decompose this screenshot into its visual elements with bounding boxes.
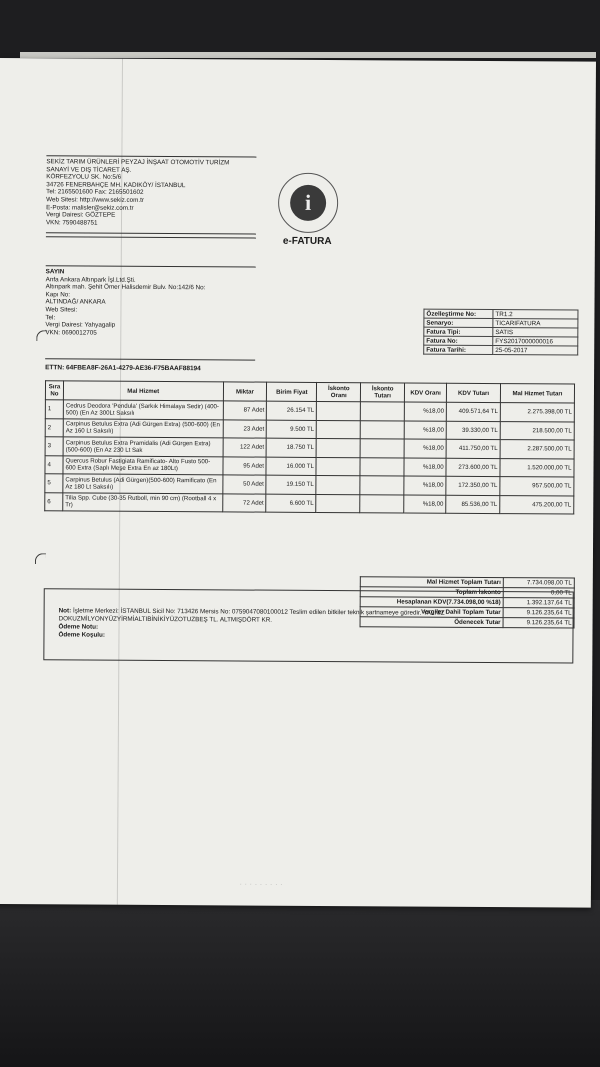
cell-disc-amt	[360, 476, 404, 495]
notes-content	[58, 607, 558, 642]
cell-qty: 95 Adet	[222, 456, 266, 475]
seller-line: VKN: 7590488751	[45, 219, 98, 227]
gib-logo-letter: i	[290, 185, 326, 221]
buyer-line: Web Sitesi:	[45, 306, 78, 314]
cell-disc-amt	[360, 457, 404, 476]
cell-qty: 122 Adet	[223, 438, 267, 457]
meta-row	[424, 345, 578, 355]
cell-disc-amt	[360, 420, 404, 439]
cell-amount: 1.520.000,00 TL	[500, 458, 574, 477]
buyer-line: Vergi Dairesi: Yahyagalip	[45, 321, 116, 329]
totals-key: Vergiler Dahil Toplam Tutar	[360, 607, 503, 618]
cell-desc: Carpinus Betulus (Adi Gürgen)(500-600) Ramificato (En Az 180 Lt Saksılı)	[63, 474, 223, 493]
col-header-item: Mal Hizmet	[63, 381, 223, 401]
seller-line: SEKİZ TARIM ÜRÜNLERİ PEYZAJ İNŞAAT OTOMOTİV TURİZM	[46, 158, 230, 167]
cell-price: 26.154 TL	[267, 401, 317, 420]
seller-top-rule	[46, 155, 256, 157]
totals-key: Ödenecek Tutar	[360, 617, 503, 628]
col-header-no: Sıra No	[45, 381, 63, 400]
col-header-disc-amt: İskonto Tutarı	[361, 383, 405, 402]
totals-value: 9.126.235,64 TL	[503, 608, 574, 618]
cell-vat-amt: 39.330,00 TL	[446, 421, 500, 440]
seller-block	[46, 158, 256, 228]
meta-value: TR1.2	[493, 310, 578, 320]
cell-qty: 87 Adet	[223, 401, 267, 420]
col-header-amount: Mal Hizmet Tutarı	[500, 384, 574, 403]
cell-disc-amt	[360, 494, 404, 513]
buyer-heading: SAYIN	[45, 268, 65, 276]
meta-value: TICARIFATURA	[493, 319, 578, 329]
buyer-top-rule	[46, 265, 256, 267]
seller-line: SANAYİ VE DIŞ TİCARET AŞ.	[46, 165, 132, 174]
cell-price: 16.000 TL	[266, 457, 316, 476]
cell-no: 2	[45, 418, 63, 437]
items-table	[44, 380, 575, 514]
cell-disc-amt	[360, 439, 404, 458]
cell-vat-rate: %18,00	[404, 494, 446, 513]
seller-line: Web Sitesi: http://www.sekiz.com.tr	[46, 196, 145, 204]
cell-desc: Cedrus Deodora 'Pendula' (Sarkık Himalaya Sedir) (400-500) (En Az 300Lt Saksılı	[63, 400, 223, 419]
meta-key: Senaryo:	[424, 318, 493, 327]
cell-no: 6	[45, 492, 63, 511]
meta-key: Fatura Tipi:	[424, 327, 493, 336]
buyer-line: ALTINDAĞ/ ANKARA	[45, 298, 106, 307]
cell-qty: 23 Adet	[223, 419, 267, 438]
totals-value: 1.392.137,64 TL	[503, 598, 574, 608]
cell-price: 6.600 TL	[266, 494, 316, 513]
cell-qty: 72 Adet	[222, 493, 266, 512]
cell-desc: Quercus Robur Fastigiata Ramificato- Alto Fusto 500-600 Extra (Saplı Meşe Extra En az 180Lt)	[63, 455, 223, 474]
cell-disc-rate	[316, 457, 360, 476]
buyer-line: Kapı No:	[45, 291, 71, 299]
cell-desc: Carpinus Betulus Extra (Adi Gürgen Extra) (500-600) (En Az 160 Lt Saksılı)	[63, 418, 223, 437]
cell-vat-amt: 273.600,00 TL	[446, 458, 500, 477]
meta-key: Fatura Tarihi:	[424, 345, 493, 354]
cell-disc-rate	[316, 475, 360, 494]
buyer-line: Altınpark mah. Şehit Ömer Halisdemir Bulv. No:142/6 No:	[45, 283, 206, 292]
invoice-meta-table	[423, 309, 578, 356]
payment-terms-label: Ödeme Koşulu:	[58, 631, 106, 639]
seller-bottom-rule-2	[46, 236, 256, 238]
staple-mark-icon	[36, 330, 47, 341]
cell-vat-amt: 85.536,00 TL	[446, 495, 500, 514]
cell-vat-rate: %18,00	[404, 402, 446, 421]
col-header-qty: Miktar	[223, 382, 267, 401]
totals-value: 0,00 TL	[503, 588, 574, 598]
cell-vat-amt: 409.571,64 TL	[446, 402, 500, 421]
meta-value: SATIS	[493, 328, 578, 338]
cell-disc-rate	[317, 401, 361, 420]
cell-disc-amt	[361, 402, 405, 421]
buyer-line: Anfa Ankara Altınpark İşl.Ltd.Şti.	[45, 275, 136, 284]
cell-vat-rate: %18,00	[404, 420, 446, 439]
cell-disc-rate	[317, 420, 361, 439]
buyer-line: Tel:	[45, 313, 56, 321]
totals-key: Mal Hizmet Toplam Tutarı	[360, 577, 503, 588]
cell-qty: 50 Adet	[222, 475, 266, 494]
cell-disc-rate	[316, 494, 360, 513]
footer-scan-marks: · · · · · · · · ·	[239, 881, 284, 888]
buyer-bottom-rule	[45, 358, 255, 360]
seller-line: KÖRFEZYOLU SK. No:5/6	[46, 173, 122, 181]
cell-no: 4	[45, 455, 63, 474]
gib-logo-icon	[278, 173, 338, 233]
cell-amount: 957.500,00 TL	[500, 477, 574, 496]
cell-amount: 2.275.398,00 TL	[500, 403, 574, 422]
cell-disc-rate	[316, 438, 360, 457]
table-row	[45, 492, 574, 514]
seller-line: E-Posta: malisler@sekiz.com.tr	[46, 203, 134, 212]
ettn-line: ETTN: 64FBEA8F-26A1-4279-AE36-F75BAAF88194	[45, 364, 201, 373]
meta-key: Özelleştirme No:	[424, 309, 493, 318]
cell-desc: Carpinus Betulus Extra Pramidalis (Adi Gürgen Extra) (500-600) (En Az 230 Lt Sak	[63, 437, 223, 456]
notes-box	[43, 588, 573, 663]
totals-key: Toplam İskonto	[360, 587, 503, 598]
seller-line: 34726 FENERBAHÇE MH. KADIKÖY/ İSTANBUL	[46, 181, 186, 189]
col-header-price: Birim Fiyat	[267, 382, 317, 401]
cell-amount: 2.287.500,00 TL	[500, 440, 574, 459]
cell-vat-amt: 172.350,00 TL	[446, 476, 500, 495]
payment-note-label: Ödeme Notu:	[58, 623, 99, 631]
cell-no: 3	[45, 437, 63, 456]
cell-amount: 218.500,00 TL	[500, 421, 574, 440]
cell-vat-rate: %18,00	[404, 439, 446, 458]
totals-key: Hesaplanan KDV(7.734.098,00 %18)	[360, 597, 503, 608]
cell-vat-rate: %18,00	[404, 457, 446, 476]
seller-line: Tel: 2165501600 Fax: 2165501602	[46, 188, 144, 197]
cell-vat-amt: 411.750,00 TL	[446, 439, 500, 458]
cell-price: 19.150 TL	[266, 475, 316, 494]
meta-value: 25-05-2017	[493, 346, 578, 356]
cell-desc: Tilia Spp. Cube (30-35 Rutboll, min 90 cm) (Rootball 4 x Tr)	[63, 492, 223, 511]
col-header-vat-amt: KDV Tutarı	[447, 383, 501, 402]
note-text: İşletme Merkezi: İSTANBUL Sicil No: 713426 Mersis No: 0759047080100012 Teslim edilen bitkiler teknik şartnameye göredir. YALNIZ DOKUZMİLYONYÜZYİRMİALTIBİNİKİYÜZOTUZBEŞ TL. ALTMIŞDÖRT KR.	[58, 607, 445, 624]
note-label: Not:	[58, 607, 72, 615]
staple-mark-icon	[35, 553, 46, 564]
cell-amount: 475.200,00 TL	[500, 495, 574, 514]
col-header-disc-rate: İskonto Oranı	[317, 382, 361, 401]
paper-edge	[20, 52, 596, 58]
cell-no: 1	[45, 400, 63, 419]
totals-value: 7.734.098,00 TL	[503, 578, 574, 588]
buyer-block	[45, 268, 260, 338]
cell-price: 9.500 TL	[267, 420, 317, 439]
desk-background	[0, 900, 600, 1067]
col-header-vat-rate: KDV Oranı	[405, 383, 447, 402]
seller-bottom-rule	[46, 232, 256, 234]
seller-line: Vergi Dairesi: GÖZTEPE	[46, 211, 116, 219]
buyer-line: VKN: 0690012705	[45, 329, 97, 337]
totals-value: 9.126.235,64 TL	[503, 618, 574, 628]
invoice-page	[0, 58, 596, 908]
meta-value: FYS2017000000016	[493, 337, 578, 347]
cell-no: 5	[45, 474, 63, 493]
cell-vat-rate: %18,00	[404, 476, 446, 495]
cell-price: 18.750 TL	[267, 438, 317, 457]
efatura-title: e-FATURA	[282, 235, 332, 248]
meta-key: Fatura No:	[424, 336, 493, 345]
